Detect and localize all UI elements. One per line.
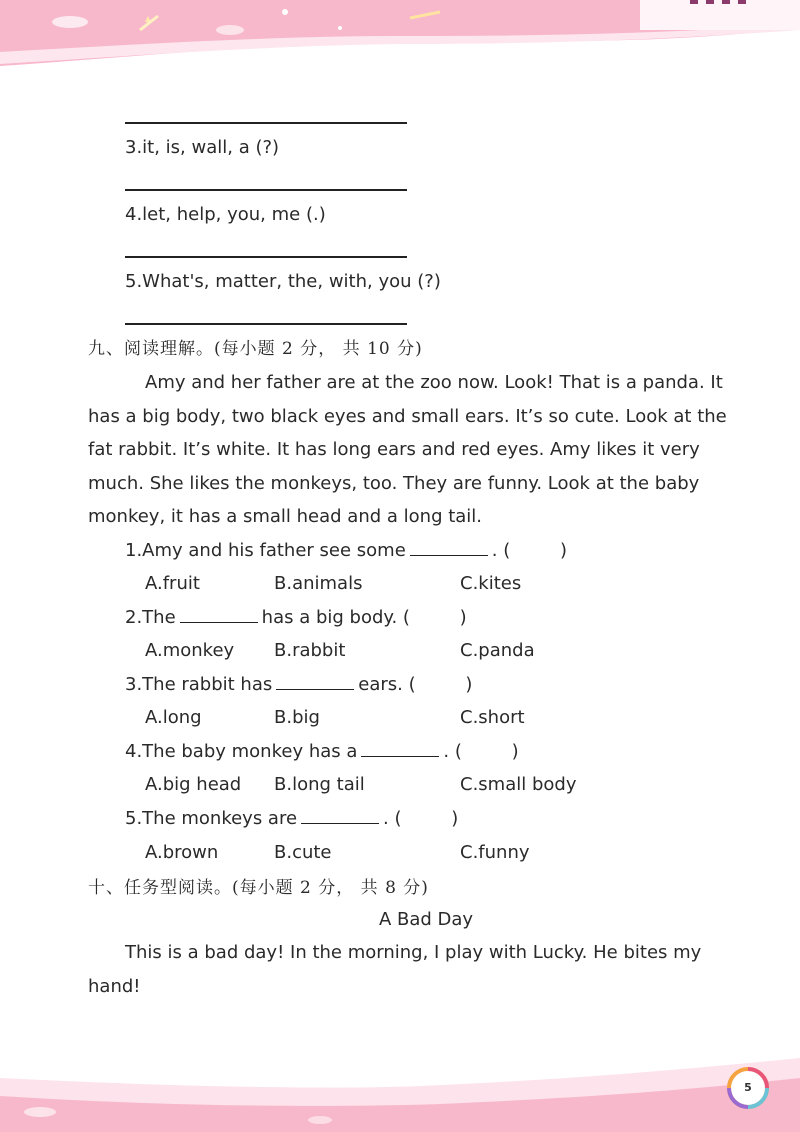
bottom-decorative-banner: [0, 1050, 800, 1132]
ordering-question-4: 4.let, help, you, me (.): [125, 204, 326, 225]
question-2-option-b[interactable]: B.rabbit: [274, 640, 346, 661]
question-3-text: 3.The rabbit has: [125, 674, 273, 695]
question-1-option-b[interactable]: B.animals: [274, 573, 363, 594]
question-5-text: 5.The monkeys are: [125, 808, 298, 829]
question-2-blank[interactable]: [180, 622, 258, 623]
question-4-option-a[interactable]: A.big head: [145, 774, 242, 795]
question-4-tail: .: [443, 741, 450, 762]
question-3-option-c[interactable]: C.short: [460, 707, 525, 728]
page-number: 5: [744, 1081, 752, 1094]
question-4-option-b[interactable]: B.long tail: [274, 774, 365, 795]
question-5-tail: .: [383, 808, 389, 829]
question-1-option-c[interactable]: C.kites: [460, 573, 522, 594]
question-2-text: 2.The: [125, 607, 176, 628]
passage-line-2: has a big body, two black eyes and small ears. It’s so cute. Look at the: [88, 406, 727, 427]
question-2: 2.The has a big body. ( ): [125, 607, 467, 628]
section-10-heading: 十、任务型阅读。(每小题 2 分， 共 8 分): [88, 878, 429, 898]
section-10-line-1: This is a bad day! In the morning, I play with Lucky. He bites my: [125, 942, 702, 963]
question-1-tail: .: [491, 540, 498, 561]
question-3: 3.The rabbit has ears. ( ): [125, 674, 473, 695]
page-number-badge: [726, 1066, 770, 1110]
question-4-text: 4.The baby monkey has a: [125, 741, 358, 762]
question-3-option-a[interactable]: A.long: [145, 707, 202, 728]
question-3-blank[interactable]: [276, 689, 354, 690]
section-9-heading: 九、阅读理解。(每小题 2 分， 共 10 分): [88, 339, 423, 359]
question-3-tail: ears.: [358, 674, 403, 695]
question-1-option-a[interactable]: A.fruit: [145, 573, 200, 594]
ordering-question-3: 3.it, is, wall, a (?): [125, 137, 280, 158]
question-5: 5.The monkeys are . ( ): [125, 808, 459, 829]
question-2-option-a[interactable]: A.monkey: [145, 640, 235, 661]
passage-line-5: monkey, it has a small head and a long tail.: [88, 506, 483, 527]
section-10-line-2: hand!: [88, 976, 141, 997]
passage-line-3: fat rabbit. It’s white. It has long ears and red eyes. Amy likes it very: [88, 439, 700, 460]
question-4-option-c[interactable]: C.small body: [460, 774, 577, 795]
answer-line-3[interactable]: [125, 189, 407, 191]
question-4: 4.The baby monkey has a . ( ): [125, 741, 519, 762]
question-1-text: 1.Amy and his father see some: [125, 540, 406, 561]
passage-line-1: Amy and her father are at the zoo now. Look! That is a panda. It: [145, 372, 723, 393]
question-5-option-a[interactable]: A.brown: [145, 842, 219, 863]
answer-line-4[interactable]: [125, 256, 407, 258]
question-3-option-b[interactable]: B.big: [274, 707, 320, 728]
question-1-blank[interactable]: [410, 555, 488, 556]
question-5-blank[interactable]: [301, 823, 379, 824]
reading-title: A Bad Day: [378, 909, 474, 930]
question-5-option-b[interactable]: B.cute: [274, 842, 332, 863]
ordering-question-5: 5.What's, matter, the, with, you (?): [125, 271, 441, 292]
answer-line-2[interactable]: [125, 122, 407, 124]
answer-line-5[interactable]: [125, 323, 407, 325]
question-2-tail: has a big body.: [261, 607, 398, 628]
top-decorative-banner: [0, 0, 800, 80]
passage-line-4: much. She likes the monkeys, too. They are funny. Look at the baby: [88, 473, 700, 494]
question-2-option-c[interactable]: C.panda: [460, 640, 535, 661]
question-5-option-c[interactable]: C.funny: [460, 842, 530, 863]
question-1: 1.Amy and his father see some . ( ): [125, 540, 568, 561]
question-4-blank[interactable]: [361, 756, 439, 757]
